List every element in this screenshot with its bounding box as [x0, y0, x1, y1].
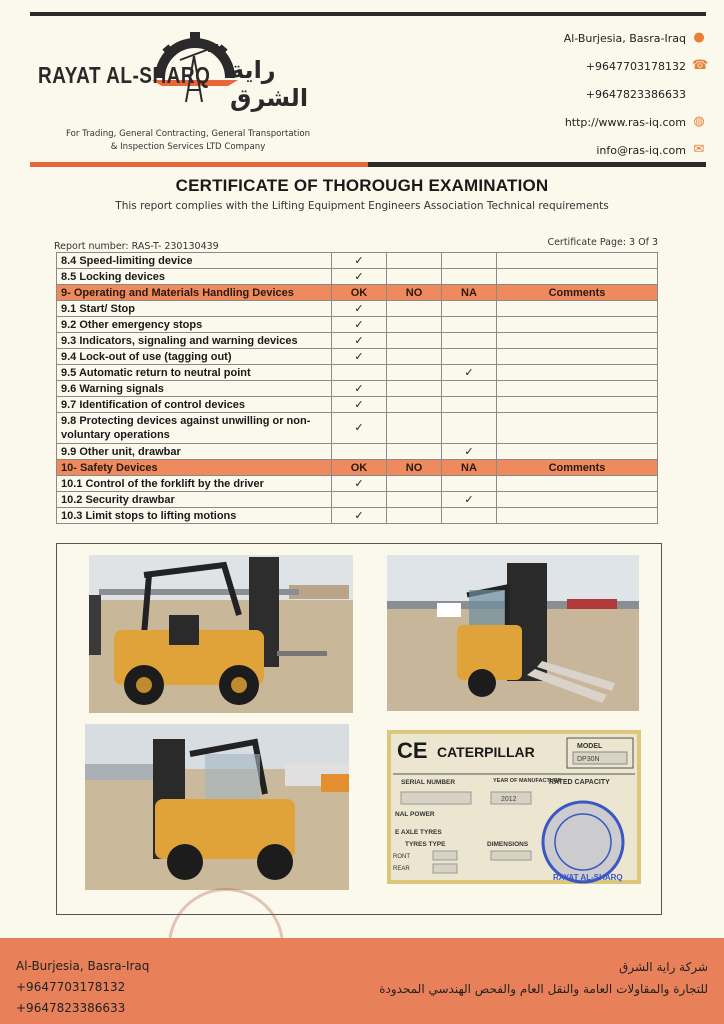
data-plate-photo [387, 730, 641, 884]
na-cell [442, 381, 497, 397]
no-cell [387, 253, 442, 269]
comments-cell: Comments [497, 460, 658, 476]
ok-cell: ✓ [332, 349, 387, 365]
footer-arabic-desc: للتجارة والمقاولات العامة والنقل العام والفحص الهندسي المحدودة [379, 982, 708, 996]
ok-cell: ✓ [332, 397, 387, 413]
no-cell [387, 381, 442, 397]
no-cell [387, 492, 442, 508]
photo-frame [56, 543, 662, 915]
na-cell: ✓ [442, 365, 497, 381]
svg-text:REAR: REAR [393, 866, 410, 872]
item-cell: 9.1 Start/ Stop [57, 301, 332, 317]
phone-blank-icon [692, 87, 706, 101]
footer-arabic-name: شركة راية الشرق [619, 960, 708, 974]
no-cell [387, 397, 442, 413]
na-cell: NA [442, 460, 497, 476]
certificate-page-number: Certificate Page: 3 Of 3 [547, 237, 658, 248]
no-cell [387, 476, 442, 492]
ok-cell: ✓ [332, 253, 387, 269]
item-cell: 9.2 Other emergency stops [57, 317, 332, 333]
svg-text:NAL POWER: NAL POWER [395, 811, 435, 818]
comments-cell [497, 413, 658, 444]
footer-phone2: +9647823386633 [16, 1001, 126, 1015]
comments-cell [497, 317, 658, 333]
svg-text:RAYAT AL-SHARQ: RAYAT AL-SHARQ [553, 873, 623, 882]
comments-cell [497, 365, 658, 381]
comments-cell [497, 253, 658, 269]
no-cell [387, 349, 442, 365]
item-cell: 9.9 Other unit, drawbar [57, 444, 332, 460]
na-cell [442, 317, 497, 333]
item-cell: 9- Operating and Materials Handling Devices [57, 285, 332, 301]
ce-mark: CE [397, 738, 428, 763]
svg-text:RONT: RONT [393, 854, 410, 860]
item-cell: 10.1 Control of the forklift by the driver [57, 476, 332, 492]
forklift-photo-3 [85, 724, 349, 890]
svg-text:DIMENSIONS: DIMENSIONS [487, 841, 529, 848]
contact-email: info@ras-iq.com ✉ [596, 142, 705, 157]
table-row [57, 413, 658, 444]
na-cell [442, 508, 497, 524]
svg-text:YEAR OF MANUFACTURE: YEAR OF MANUFACTURE [493, 778, 562, 784]
item-cell: 8.4 Speed-limiting device [57, 253, 332, 269]
item-cell: 9.4 Lock-out of use (tagging out) [57, 349, 332, 365]
table-row [57, 397, 658, 413]
svg-text:DP30N: DP30N [577, 756, 600, 763]
table-row [57, 365, 658, 381]
comments-cell [497, 381, 658, 397]
telephone-icon: ☎ [692, 58, 709, 73]
item-cell: 8.5 Locking devices [57, 269, 332, 285]
na-cell [442, 349, 497, 365]
svg-text:RATED CAPACITY: RATED CAPACITY [549, 779, 610, 786]
section-header-row [57, 285, 658, 301]
no-cell: NO [387, 460, 442, 476]
na-cell: ✓ [442, 444, 497, 460]
location-pin-icon: ● [693, 30, 705, 45]
ok-cell [332, 492, 387, 508]
comments-cell [497, 492, 658, 508]
footer-address: Al-Burjesia, Basra-Iraq [16, 959, 150, 973]
company-stamp [543, 802, 623, 882]
na-cell [442, 397, 497, 413]
no-cell [387, 333, 442, 349]
table-row [57, 381, 658, 397]
header-top-rule [30, 12, 706, 16]
na-cell [442, 269, 497, 285]
comments-cell [497, 476, 658, 492]
svg-text:SERIAL NUMBER: SERIAL NUMBER [401, 779, 456, 786]
svg-text:TYRES TYPE: TYRES TYPE [405, 841, 446, 848]
na-cell: ✓ [442, 492, 497, 508]
page-subtitle: This report complies with the Lifting Equipment Engineers Association Technical requirements [115, 200, 609, 212]
na-cell [442, 333, 497, 349]
company-logo [30, 26, 350, 126]
table-row [57, 349, 658, 365]
inspection-table-body [57, 253, 658, 524]
na-cell: NA [442, 285, 497, 301]
na-cell [442, 476, 497, 492]
comments-cell: Comments [497, 285, 658, 301]
ok-cell: ✓ [332, 476, 387, 492]
footer-arabic [379, 956, 708, 1000]
company-tagline: For Trading, General Contracting, General Transportation & Inspection Services LTD Company [65, 129, 311, 152]
comments-cell [497, 269, 658, 285]
company-name-en: RAYAT AL-SHARQ [38, 63, 211, 89]
item-cell: 9.3 Indicators, signaling and warning devices [57, 333, 332, 349]
page-footer [0, 938, 724, 1024]
svg-text:E AXLE TYRES: E AXLE TYRES [395, 829, 442, 836]
no-cell [387, 413, 442, 444]
table-row [57, 317, 658, 333]
item-cell: 9.6 Warning signals [57, 381, 332, 397]
envelope-icon: ✉ [693, 142, 705, 157]
table-row [57, 301, 658, 317]
ok-cell: ✓ [332, 269, 387, 285]
na-cell [442, 253, 497, 269]
ok-cell: OK [332, 460, 387, 476]
svg-text:MODEL: MODEL [577, 743, 603, 750]
no-cell [387, 301, 442, 317]
no-cell [387, 508, 442, 524]
no-cell: NO [387, 285, 442, 301]
item-cell: 9.5 Automatic return to neutral point [57, 365, 332, 381]
forklift-photo-1 [89, 555, 353, 713]
page-title: CERTIFICATE OF THOROUGH EXAMINATION [175, 176, 549, 195]
ok-cell: ✓ [332, 317, 387, 333]
section-header-row [57, 460, 658, 476]
globe-icon: ◍ [693, 114, 705, 129]
item-cell: 10.3 Limit stops to lifting motions [57, 508, 332, 524]
ok-cell: ✓ [332, 413, 387, 444]
no-cell [387, 269, 442, 285]
item-cell: 9.7 Identification of control devices [57, 397, 332, 413]
table-row [57, 492, 658, 508]
no-cell [387, 365, 442, 381]
svg-text:2012: 2012 [501, 796, 517, 803]
ok-cell: OK [332, 285, 387, 301]
item-cell: 10- Safety Devices [57, 460, 332, 476]
contact-phone1: +9647703178132 ☎ [585, 58, 709, 73]
item-cell: 9.8 Protecting devices against unwilling or non-voluntary operations [57, 413, 332, 444]
no-cell [387, 444, 442, 460]
contact-address: Al-Burjesia, Basra-Iraq ● [563, 30, 705, 45]
comments-cell [497, 397, 658, 413]
item-cell: 10.2 Security drawbar [57, 492, 332, 508]
table-row [57, 253, 658, 269]
header-bottom-rule [30, 162, 706, 167]
ok-cell: ✓ [332, 333, 387, 349]
footer-contact [16, 956, 149, 1019]
table-row [57, 508, 658, 524]
comments-cell [497, 301, 658, 317]
table-row [57, 269, 658, 285]
comments-cell [497, 349, 658, 365]
no-cell [387, 317, 442, 333]
comments-cell [497, 508, 658, 524]
footer-phone1: +9647703178132 [16, 980, 126, 994]
ok-cell: ✓ [332, 381, 387, 397]
company-name-ar: راية الشرق [230, 56, 309, 112]
comments-cell [497, 444, 658, 460]
ok-cell [332, 365, 387, 381]
ok-cell: ✓ [332, 301, 387, 317]
report-number: Report number: RAS-T- 230130439 [54, 241, 219, 252]
na-cell [442, 301, 497, 317]
inspection-table [56, 252, 658, 524]
comments-cell [497, 333, 658, 349]
table-row [57, 476, 658, 492]
table-row [57, 333, 658, 349]
table-row [57, 444, 658, 460]
header-contact [486, 24, 709, 164]
brand-name: CATERPILLAR [437, 744, 535, 760]
contact-phone2: +9647823386633 [486, 80, 706, 108]
ok-cell: ✓ [332, 508, 387, 524]
forklift-photo-2 [387, 555, 639, 711]
contact-website: http://www.ras-iq.com ◍ [564, 114, 705, 129]
na-cell [442, 413, 497, 444]
ok-cell [332, 444, 387, 460]
